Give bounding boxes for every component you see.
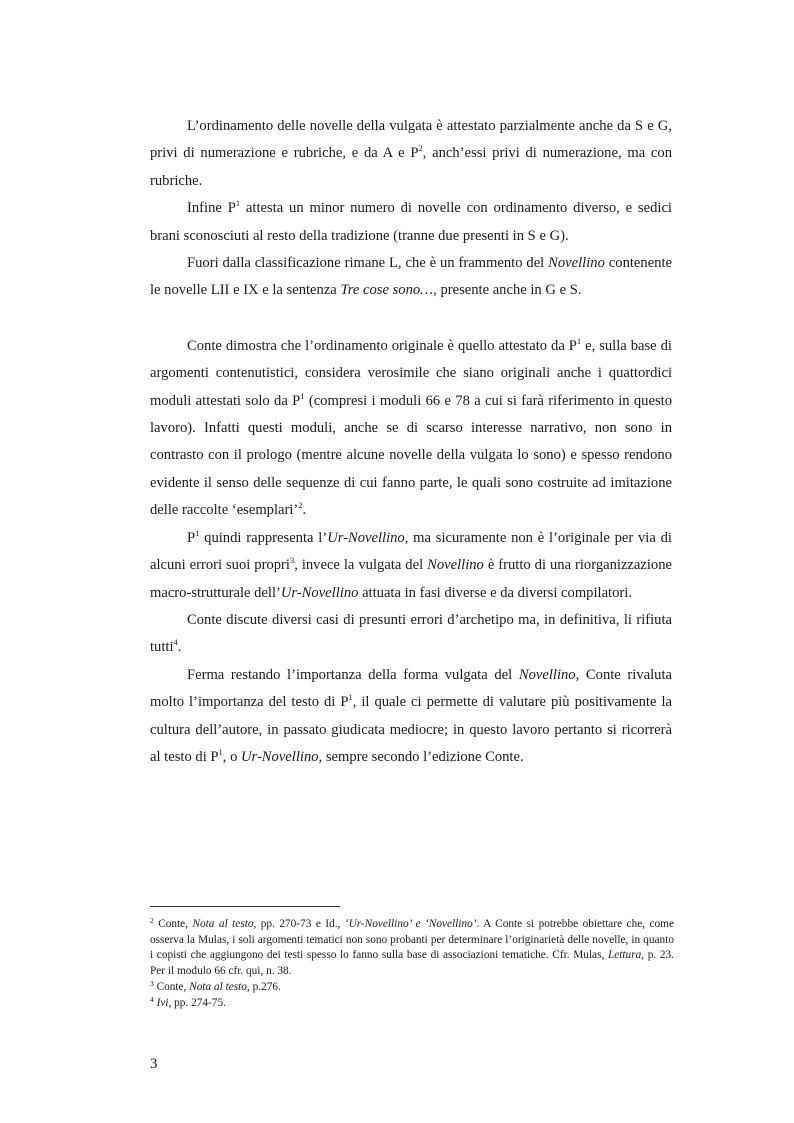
italic-title: Novellino: [518, 666, 576, 683]
text-run: , invece la vulgata del: [294, 557, 428, 574]
text-run: , sempre secondo l’edizione Conte.: [318, 748, 524, 765]
text-run: Conte,: [153, 918, 193, 930]
footnote-4: [150, 996, 674, 1012]
footnote-2: [150, 917, 674, 980]
paragraph-3: [150, 250, 672, 305]
text-run: Conte,: [153, 980, 190, 993]
text-run: , o: [222, 748, 242, 765]
footnote-reference[interactable]: 3: [289, 555, 295, 566]
manuscript-superscript: 1: [195, 527, 200, 538]
text-run: attuata in fasi diverse e da diversi compilatori.: [358, 584, 632, 601]
italic-title: Ur-Novellino: [241, 748, 319, 765]
italic-title: Ur-Novellino: [327, 529, 405, 546]
paragraph-6: [150, 607, 672, 662]
italic-title: Nota al testo: [189, 980, 247, 993]
italic-title: Ur-Novellino: [280, 584, 359, 601]
page-number: 3: [150, 1056, 158, 1072]
text-run: . A Conte si potrebbe obiettare che, come osserva la Mulas, i soli argomenti tematici non sono probanti per determinare l’originarietà delle novelle, in quanto i copisti che aggiungono dei testi spesso lo fanno sulla base di associazioni tematiche. Cfr. Mulas,: [150, 918, 674, 962]
text-run: , p.276.: [246, 980, 281, 993]
italic-title: ‘Ur-Novellino’ e ‘Novellino’: [344, 918, 477, 930]
text-run: Ferma restando l’importanza della forma vulgata del: [187, 666, 519, 683]
manuscript-superscript: 1: [218, 746, 223, 757]
italic-title: Lettura: [607, 949, 642, 962]
paragraph-5: [150, 525, 672, 607]
text-run: è frutto di una riorganizzazione macro-strutturale dell’: [150, 557, 672, 601]
text-run: contenente le novelle LII e IX e la sentenza: [150, 255, 672, 299]
text-run: quindi rappresenta l’: [199, 529, 328, 546]
footnote-3: [150, 980, 674, 996]
text-run: Conte discute diversi casi di presunti errori d’archetipo ma, in definitiva, li rifiuta tutti: [150, 611, 672, 656]
footnote-separator: [150, 906, 340, 907]
footnote-number: 3: [150, 978, 154, 988]
text-run: attesta un minor numero di novelle con ordinamento diverso, e sedici brani sconosciuti al resto della tradizione (tranne due presenti in S e G).: [150, 200, 672, 244]
paragraph-gap: [150, 305, 672, 333]
text-run: , presente anche in G e S.: [433, 282, 582, 299]
text-run: , il quale ci permette di valutare più positivamente la cultura dell’autore, in passato giudicata mediocre; in questo lavoro pertanto si ricorrerà al testo di P: [150, 694, 672, 765]
text-run: , Conte rivaluta molto l’importanza del testo di P: [150, 666, 672, 711]
text-run: e, sulla base di argomenti contenutistici, considera verosimile che siano originali anche i quattordici moduli attestati solo da P: [150, 337, 672, 409]
footnote-reference[interactable]: 4: [173, 637, 178, 648]
italic-title: Novellino: [427, 557, 484, 574]
main-text: [150, 113, 672, 771]
text-run: .: [177, 639, 182, 656]
text-run: , pp. 274-75.: [168, 996, 226, 1009]
text-run: , pp. 270-73 e Id.,: [253, 918, 345, 930]
paragraph-1: [150, 113, 672, 195]
italic-title: Nota al testo: [192, 918, 254, 930]
italic-title: Novellino: [548, 255, 605, 272]
manuscript-superscript: 1: [235, 198, 241, 209]
manuscript-superscript: 1: [576, 335, 582, 346]
text-run: (compresi i moduli 66 e 78 a cui si farà riferimento in questo lavoro). Infatti questi moduli, anche se di scarso interesse narrativo, non sono in contrasto con il prologo (mentre alcune novelle della vulgata lo sono) e spesso rendono evidente il senso delle sequenze di cui fanno parte, le quali sono costruite ad imitazione delle raccolte ‘esemplari’: [150, 392, 672, 519]
text-run: L’ordinamento delle novelle della vulgata è attestato parzialmente anche da S e G, privi di numerazione e rubriche, e da A e P: [150, 118, 672, 162]
footnote-number: 2: [150, 916, 154, 925]
manuscript-superscript: 1: [348, 692, 353, 703]
text-run: .: [302, 502, 307, 519]
manuscript-superscript: 2: [418, 143, 423, 154]
footnote-number: 4: [150, 994, 154, 1004]
paragraph-7: [150, 662, 672, 772]
footnotes: [150, 917, 674, 1011]
paragraph-4: [150, 333, 672, 525]
manuscript-superscript: 1: [300, 390, 305, 401]
paragraph-2: [150, 195, 672, 250]
text-run: P: [187, 529, 196, 546]
text-run: Infine P: [187, 200, 236, 217]
text-run: , p. 23. Per il modulo 66 cfr. qui, n. 38.: [150, 949, 674, 978]
text-run: Conte dimostra che l’ordinamento originale è quello attestato da P: [187, 337, 577, 354]
text-run: , ma sicuramente non è l’originale per via di alcuni errori suoi propri: [150, 529, 672, 574]
footnote-reference[interactable]: 2: [298, 500, 303, 511]
text-run: , anch’essi privi di numerazione, ma con rubriche.: [150, 145, 672, 189]
text-run: Fuori dalla classificazione rimane L, che è un frammento del: [187, 255, 549, 272]
italic-title: Ivi: [156, 996, 169, 1009]
italic-title: Tre cose sono…: [340, 282, 434, 299]
